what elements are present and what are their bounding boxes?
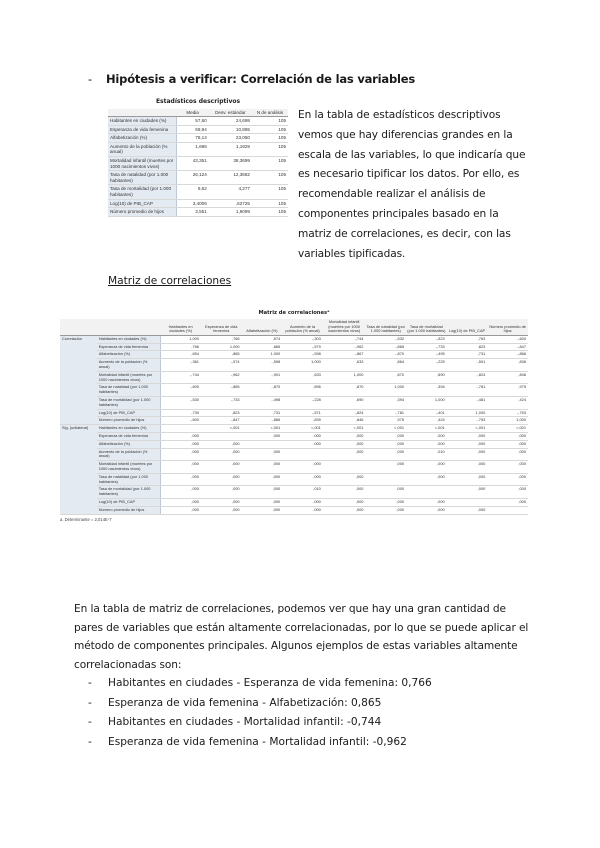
correlation-cell: ,000 <box>160 473 201 486</box>
correlation-cell: ,000 <box>487 461 528 474</box>
correlation-cell: <,001 <box>406 425 447 433</box>
descriptive-row <box>108 125 288 134</box>
correlation-row-label: Aumento de la población (% anual) <box>97 359 161 372</box>
descriptive-row <box>108 134 288 143</box>
correlation-footnote: a. Determinante = 2,014E-7 <box>60 516 112 522</box>
correlation-cell: ,836 <box>487 359 528 372</box>
correlation-cell: ,000 <box>487 486 528 499</box>
correlation-row-label: Habitantes en ciudades (%) <box>97 425 161 433</box>
correlated-pair-item <box>88 674 432 694</box>
correlation-cell: ,000 <box>323 498 366 506</box>
descriptive-cell: 105 <box>252 185 288 199</box>
correlation-cell: -,870 <box>365 351 406 359</box>
correlation-cell: ,000 <box>365 498 406 506</box>
correlation-cell: ,000 <box>242 432 283 440</box>
correlation-row <box>60 409 528 417</box>
correlation-cell: ,000 <box>282 498 323 506</box>
descriptive-row-label: Habitantes en ciudades (%) <box>108 117 176 126</box>
correlation-cell: ,394 <box>406 384 447 397</box>
correlation-matrix-heading: Matriz de correlaciones <box>108 275 232 287</box>
correlation-row-label: Alfabetización (%) <box>97 351 161 359</box>
correlation-cell: -,225 <box>406 359 447 372</box>
correlation-cell: -,867 <box>323 351 366 359</box>
correlation-cell: ,896 <box>282 384 323 397</box>
correlation-cell <box>282 448 323 461</box>
descriptive-header-row <box>108 109 288 117</box>
descriptive-cell: 23,050 <box>209 134 252 143</box>
correlation-cell: 1,000 <box>406 396 447 409</box>
descriptive-header-cell: Desv. estándar <box>209 109 252 117</box>
correlation-cell: 1,000 <box>201 343 242 351</box>
correlation-cell: ,000 <box>447 448 488 461</box>
correlation-cell: ,000 <box>323 432 366 440</box>
correlation-cell: ,000 <box>282 440 323 448</box>
correlation-cell: ,823 <box>447 343 488 351</box>
correlation-row-label: Tasa de natalidad (por 1.000 habitantes) <box>97 473 161 486</box>
correlation-row <box>60 335 528 343</box>
descriptive-row-label: Log(10) de PIB_CAP <box>108 199 176 208</box>
correlation-cell: ,000 <box>447 486 488 499</box>
heading-text: Hipótesis a verificar: Correlación de las variables <box>106 72 415 86</box>
correlation-cell: ,731 <box>242 409 283 417</box>
descriptive-cell: 24,698 <box>209 117 252 126</box>
correlation-cell: ,766 <box>160 343 201 351</box>
correlation-cell: -,865 <box>365 343 406 351</box>
correlation-cell <box>487 506 528 514</box>
descriptive-cell: 3,4006 <box>176 199 208 208</box>
correlation-cell: ,870 <box>365 371 406 384</box>
correlation-cell: ,000 <box>282 506 323 514</box>
correlation-cell: ,000 <box>282 432 323 440</box>
correlation-cell: ,394 <box>365 396 406 409</box>
correlation-cell: ,000 <box>201 486 242 499</box>
descriptive-cell: 1,696 <box>176 142 208 156</box>
correlation-row <box>60 448 528 461</box>
descriptive-row <box>108 117 288 126</box>
correlation-cell: ,000 <box>406 461 447 474</box>
descriptive-cell: 105 <box>252 134 288 143</box>
correlation-cell: -,574 <box>201 359 242 372</box>
correlated-pair-item <box>88 694 432 714</box>
correlation-row-label: Tasa de mortalidad (por 1.000 habitantes) <box>97 396 161 409</box>
correlation-row-label: Log(10) de PIB_CAP <box>97 409 161 417</box>
correlation-cell: ,690 <box>406 371 447 384</box>
correlation-cell: ,000 <box>242 498 283 506</box>
correlated-pair-text: Habitantes en ciudades - Esperanza de vida femenina: 0,766 <box>108 677 432 689</box>
correlation-header-cell: Aumento de la población (% anual) <box>282 319 323 335</box>
correlation-cell: ,000 <box>160 448 201 461</box>
descriptive-cell: 57,60 <box>176 117 208 126</box>
descriptive-row-label: Número promedio de hijos <box>108 208 176 217</box>
descriptive-row <box>108 208 288 217</box>
correlation-row-label: Tasa de natalidad (por 1.000 habitantes) <box>97 384 161 397</box>
correlation-cell: ,000 <box>160 440 201 448</box>
descriptive-header-cell: Media <box>176 109 208 117</box>
correlation-cell: -,781 <box>365 409 406 417</box>
descriptive-stats-title: Estadísticos descriptivos <box>155 98 241 105</box>
descriptive-row-label: Esperanza de vida femenina <box>108 125 176 134</box>
correlation-cell: ,000 <box>447 461 488 474</box>
correlation-cell: -,962 <box>201 371 242 384</box>
correlation-matrix-table <box>60 310 528 522</box>
correlation-cell: -,598 <box>242 359 283 372</box>
descriptive-cell: 69,94 <box>176 125 208 134</box>
correlation-cell: -,866 <box>487 351 528 359</box>
correlation-row-label: Esperanza de vida femenina <box>97 343 161 351</box>
correlation-header-cell: Tasa de mortalidad (por 1.000 habitantes) <box>406 319 447 335</box>
correlation-cell: ,000 <box>323 473 366 486</box>
correlation-row <box>60 371 528 384</box>
descriptive-stats-grid <box>108 109 288 217</box>
descriptive-cell: 105 <box>252 117 288 126</box>
correlation-cell: ,654 <box>160 351 201 359</box>
correlated-pairs-list <box>88 674 432 752</box>
descriptive-cell: 4,277 <box>209 185 252 199</box>
descriptive-cell: 105 <box>252 171 288 185</box>
correlation-header-cell: Alfabetización (%) <box>242 319 283 335</box>
correlation-row <box>60 384 528 397</box>
correlation-cell: 1,000 <box>282 359 323 372</box>
correlation-cell: ,823 <box>201 409 242 417</box>
correlation-cell <box>160 425 201 433</box>
correlation-cell: ,000 <box>406 473 447 486</box>
correlation-cell: ,000 <box>447 473 488 486</box>
correlation-row <box>60 506 528 514</box>
correlation-cell: -,753 <box>447 417 488 425</box>
correlation-header-cell: Número promedio de hijos <box>487 319 528 335</box>
correlation-row <box>60 417 528 425</box>
correlation-cell: ,000 <box>242 506 283 514</box>
correlation-row-label: Esperanza de vida femenina <box>97 432 161 440</box>
correlation-row-label: Mortalidad infantil (muertes por 1000 nacimientos vivos) <box>97 461 161 474</box>
descriptive-row <box>108 185 288 199</box>
correlation-cell: <,001 <box>487 425 528 433</box>
correlation-cell: <,001 <box>201 425 242 433</box>
descriptive-row-label: Mortalidad infantil (muertes por 1000 nacimientos vivos) <box>108 156 176 170</box>
correlation-cell: ,000 <box>323 506 366 514</box>
correlation-cell: -,609 <box>160 384 201 397</box>
correlation-cell: -,481 <box>447 396 488 409</box>
correlation-cell: ,870 <box>323 384 366 397</box>
correlation-cell: ,839 <box>282 417 323 425</box>
descriptive-header-cell: N de análisis <box>252 109 288 117</box>
correlation-cell <box>406 486 447 499</box>
correlated-pair-text: Habitantes en ciudades - Mortalidad infantil: -0,744 <box>108 716 382 729</box>
correlation-cell: -,824 <box>323 409 366 417</box>
correlation-row-label: Log(10) de PIB_CAP <box>97 498 161 506</box>
descriptive-row <box>108 156 288 170</box>
correlation-cell: -,532 <box>365 335 406 343</box>
correlation-cell: ,000 <box>282 461 323 474</box>
correlation-cell: ,000 <box>365 461 406 474</box>
descriptive-cell: 105 <box>252 125 288 134</box>
correlation-cell: ,000 <box>323 440 366 448</box>
correlated-pair-item <box>88 733 432 753</box>
descriptive-cell: 43,351 <box>176 156 208 170</box>
correlation-cell: ,633 <box>323 359 366 372</box>
bullet-dash: - <box>88 696 92 709</box>
correlation-row <box>60 359 528 372</box>
correlation-cell: -,498 <box>242 396 283 409</box>
correlation-cell: ,000 <box>242 448 283 461</box>
correlation-cell: <,001 <box>282 425 323 433</box>
correlation-header-cell: Log(10) de PIB_CAP <box>447 319 488 335</box>
correlation-cell: ,731 <box>447 351 488 359</box>
correlation-row-label: Tasa de mortalidad (por 1.000 habitantes) <box>97 486 161 499</box>
correlation-cell: 1,000 <box>365 384 406 397</box>
correlation-cell <box>447 498 488 506</box>
descriptive-row <box>108 171 288 185</box>
correlation-row <box>60 432 528 440</box>
correlation-cell: -,600 <box>487 335 528 343</box>
correlation-header-cell <box>97 319 161 335</box>
correlation-header-row <box>60 319 528 335</box>
correlation-cell: ,424 <box>406 417 447 425</box>
correlation-cell: -,733 <box>201 396 242 409</box>
correlation-group-label: Correlación <box>60 335 97 424</box>
correlation-cell: ,865 <box>242 343 283 351</box>
descriptive-cell: 105 <box>252 156 288 170</box>
descriptive-cell: 38,3699 <box>209 156 252 170</box>
descriptive-cell: 78,14 <box>176 134 208 143</box>
correlation-header-cell: Mortalidad infantil (muertes por 1000 nacimientos vivos) <box>323 319 366 335</box>
descriptive-cell: 105 <box>252 208 288 217</box>
descriptive-cell: 12,3682 <box>209 171 252 185</box>
correlation-cell: ,846 <box>487 371 528 384</box>
correlation-cell: ,000 <box>406 498 447 506</box>
correlation-cell <box>323 461 366 474</box>
correlation-cell: <,001 <box>447 425 488 433</box>
correlation-header-cell: Tasa de natalidad (por 1.000 habitantes) <box>365 319 406 335</box>
correlation-row-label: Alfabetización (%) <box>97 440 161 448</box>
correlation-row-label: Habitantes en ciudades (%) <box>97 335 161 343</box>
correlation-cell: ,975 <box>487 384 528 397</box>
descriptive-row-label: Tasa de mortalidad (por 1.000 habitantes) <box>108 185 176 199</box>
correlation-cell: ,690 <box>323 396 366 409</box>
correlation-cell: -,228 <box>282 396 323 409</box>
correlation-row <box>60 425 528 433</box>
hypothesis-heading <box>88 72 415 86</box>
correlation-cell: ,633 <box>282 371 323 384</box>
descriptive-cell: 1,9099 <box>209 208 252 217</box>
correlation-cell: 1,000 <box>160 335 201 343</box>
correlation-cell: ,000 <box>201 473 242 486</box>
descriptive-row <box>108 142 288 156</box>
descriptive-header-cell <box>108 109 176 117</box>
correlation-cell: ,000 <box>160 461 201 474</box>
correlation-matrix-title: Matriz de correlacionesᵃ <box>258 310 330 316</box>
correlation-cell: ,846 <box>323 417 366 425</box>
descriptive-cell: 105 <box>252 142 288 156</box>
descriptive-cell: 26,124 <box>176 171 208 185</box>
descriptive-cell: 3,551 <box>176 208 208 217</box>
correlation-cell: -,579 <box>282 343 323 351</box>
correlation-cell: ,000 <box>487 473 528 486</box>
heading-bullet: - <box>88 72 92 86</box>
bullet-dash: - <box>88 677 92 689</box>
correlation-cell: -,962 <box>323 343 366 351</box>
correlation-cell <box>201 432 242 440</box>
descriptive-cell: 9,62 <box>176 185 208 199</box>
correlation-row-label: Número promedio de hijos <box>97 506 161 514</box>
correlation-cell: -,523 <box>406 335 447 343</box>
correlated-pair-text: Esperanza de vida femenina - Alfabetización: 0,865 <box>108 696 382 709</box>
correlation-cell: <,001 <box>365 425 406 433</box>
correlation-cell: 1,000 <box>447 409 488 417</box>
correlation-cell: -,501 <box>447 359 488 372</box>
correlation-cell: -,744 <box>323 335 366 343</box>
correlation-cell: -,901 <box>242 371 283 384</box>
correlation-cell: ,766 <box>201 335 242 343</box>
correlation-cell: ,000 <box>487 432 528 440</box>
correlation-cell <box>242 440 283 448</box>
correlation-cell: ,000 <box>487 498 528 506</box>
correlation-cell: ,000 <box>447 506 488 514</box>
correlation-cell: ,000 <box>201 498 242 506</box>
correlation-row-label: Número promedio de hijos <box>97 417 161 425</box>
correlation-cell: -,733 <box>406 343 447 351</box>
correlation-cell: ,000 <box>406 506 447 514</box>
correlation-cell: ,000 <box>447 440 488 448</box>
correlation-cell: ,574 <box>242 335 283 343</box>
correlation-cell: -,744 <box>160 371 201 384</box>
correlation-cell: -,847 <box>487 343 528 351</box>
correlation-cell: 1,000 <box>487 417 528 425</box>
correlation-cell: -,401 <box>406 409 447 417</box>
correlation-cell: ,000 <box>160 432 201 440</box>
correlation-cell: ,000 <box>160 498 201 506</box>
correlation-cell: -,303 <box>282 335 323 343</box>
correlation-cell: -,530 <box>160 396 201 409</box>
correlation-group-label: Sig. (unilateral) <box>60 425 97 514</box>
correlation-cell: ,000 <box>487 448 528 461</box>
correlation-cell: ,000 <box>160 486 201 499</box>
descriptive-row-label: Alfabetización (%) <box>108 134 176 143</box>
correlation-cell: -,361 <box>160 359 201 372</box>
correlation-cell: ,000 <box>201 440 242 448</box>
correlation-cell: 1,000 <box>323 371 366 384</box>
correlation-grid <box>60 319 528 515</box>
correlation-cell: ,000 <box>242 461 283 474</box>
correlation-header-cell: Habitantes en ciudades (%) <box>160 319 201 335</box>
correlation-cell: ,975 <box>365 417 406 425</box>
correlation-row <box>60 343 528 351</box>
correlation-cell: -,865 <box>201 384 242 397</box>
correlation-cell: ,000 <box>323 448 366 461</box>
correlation-cell: ,000 <box>487 440 528 448</box>
correlation-cell: -,824 <box>447 371 488 384</box>
correlation-cell: ,000 <box>201 448 242 461</box>
correlation-row <box>60 351 528 359</box>
correlation-row <box>60 440 528 448</box>
correlation-analysis-paragraph: En la tabla de matriz de correlaciones, podemos ver que hay una gran cantidad de pares de variables que están altamente correlacionadas, por lo que se puede aplicar el método de componentes principales. Algunos ejemplos de estas variables altamente correlacionadas son: <box>74 603 529 672</box>
correlation-cell: ,000 <box>365 432 406 440</box>
correlation-header-cell: Esperanza de vida femenina <box>201 319 242 335</box>
correlation-cell: ,000 <box>201 506 242 514</box>
correlation-cell: ,000 <box>365 486 406 499</box>
correlation-header-cell <box>60 319 97 335</box>
correlation-row <box>60 461 528 474</box>
correlation-cell: ,000 <box>160 506 201 514</box>
correlation-cell: ,000 <box>365 448 406 461</box>
correlation-cell: 1,000 <box>242 351 283 359</box>
correlation-cell: ,000 <box>447 432 488 440</box>
correlation-cell: ,000 <box>323 486 366 499</box>
correlation-cell: <,001 <box>323 425 366 433</box>
correlation-cell: -,781 <box>447 384 488 397</box>
descriptive-row-label: Tasa de natalidad (por 1.000 habitantes) <box>108 171 176 185</box>
correlation-row-label: Aumento de la población (% anual) <box>97 448 161 461</box>
correlation-cell <box>365 473 406 486</box>
correlation-cell: ,000 <box>242 486 283 499</box>
descriptive-cell: 105 <box>252 199 288 208</box>
correlation-cell: -,600 <box>160 417 201 425</box>
correlated-pair-item <box>88 713 432 733</box>
descriptive-stats-paragraph: En la tabla de estadísticos descriptivos vemos que hay diferencias grandes en la escala de las variables, lo que indicaría que es necesario tipificar los datos. Por ello, es recomendable realizar el análisis de componentes principales basado en la matriz de correlaciones, es decir, con las variables tipificadas. <box>298 109 526 260</box>
descriptive-cell: 10,895 <box>209 125 252 134</box>
correlation-cell: ,000 <box>201 461 242 474</box>
correlation-cell: ,000 <box>242 473 283 486</box>
correlation-cell: -,847 <box>201 417 242 425</box>
correlation-cell: ,010 <box>282 486 323 499</box>
correlation-cell: -,598 <box>282 351 323 359</box>
correlation-cell: ,010 <box>406 448 447 461</box>
correlation-cell: ,000 <box>365 506 406 514</box>
descriptive-row-label: Aumento de la población (% anual) <box>108 142 176 156</box>
descriptive-cell: 1,1929 <box>209 142 252 156</box>
correlation-cell: ,000 <box>365 440 406 448</box>
correlation-cell: ,000 <box>406 432 447 440</box>
correlation-cell: -,753 <box>487 409 528 417</box>
correlation-cell: ,000 <box>282 473 323 486</box>
bullet-dash: - <box>88 716 92 729</box>
correlation-row <box>60 396 528 409</box>
descriptive-cell: ,62725 <box>209 199 252 208</box>
descriptive-row <box>108 199 288 208</box>
correlation-cell: <,001 <box>242 425 283 433</box>
correlation-row <box>60 498 528 506</box>
descriptive-stats-table <box>108 98 288 217</box>
correlation-cell: -,870 <box>242 384 283 397</box>
correlation-cell: ,865 <box>201 351 242 359</box>
bullet-dash: - <box>88 735 92 748</box>
correlation-cell: -,866 <box>242 417 283 425</box>
correlation-cell: -,571 <box>282 409 323 417</box>
correlation-cell: ,730 <box>160 409 201 417</box>
correlation-row <box>60 473 528 486</box>
correlated-pair-text: Esperanza de vida femenina - Mortalidad infantil: -0,962 <box>108 735 407 748</box>
correlation-cell: ,424 <box>487 396 528 409</box>
correlation-row-label: Mortalidad infantil (muertes por 1000 nacimientos vivos) <box>97 371 161 384</box>
correlation-cell: ,763 <box>447 335 488 343</box>
correlation-cell: ,000 <box>406 440 447 448</box>
correlation-cell: ,864 <box>365 359 406 372</box>
correlation-row <box>60 486 528 499</box>
correlation-cell: -,495 <box>406 351 447 359</box>
